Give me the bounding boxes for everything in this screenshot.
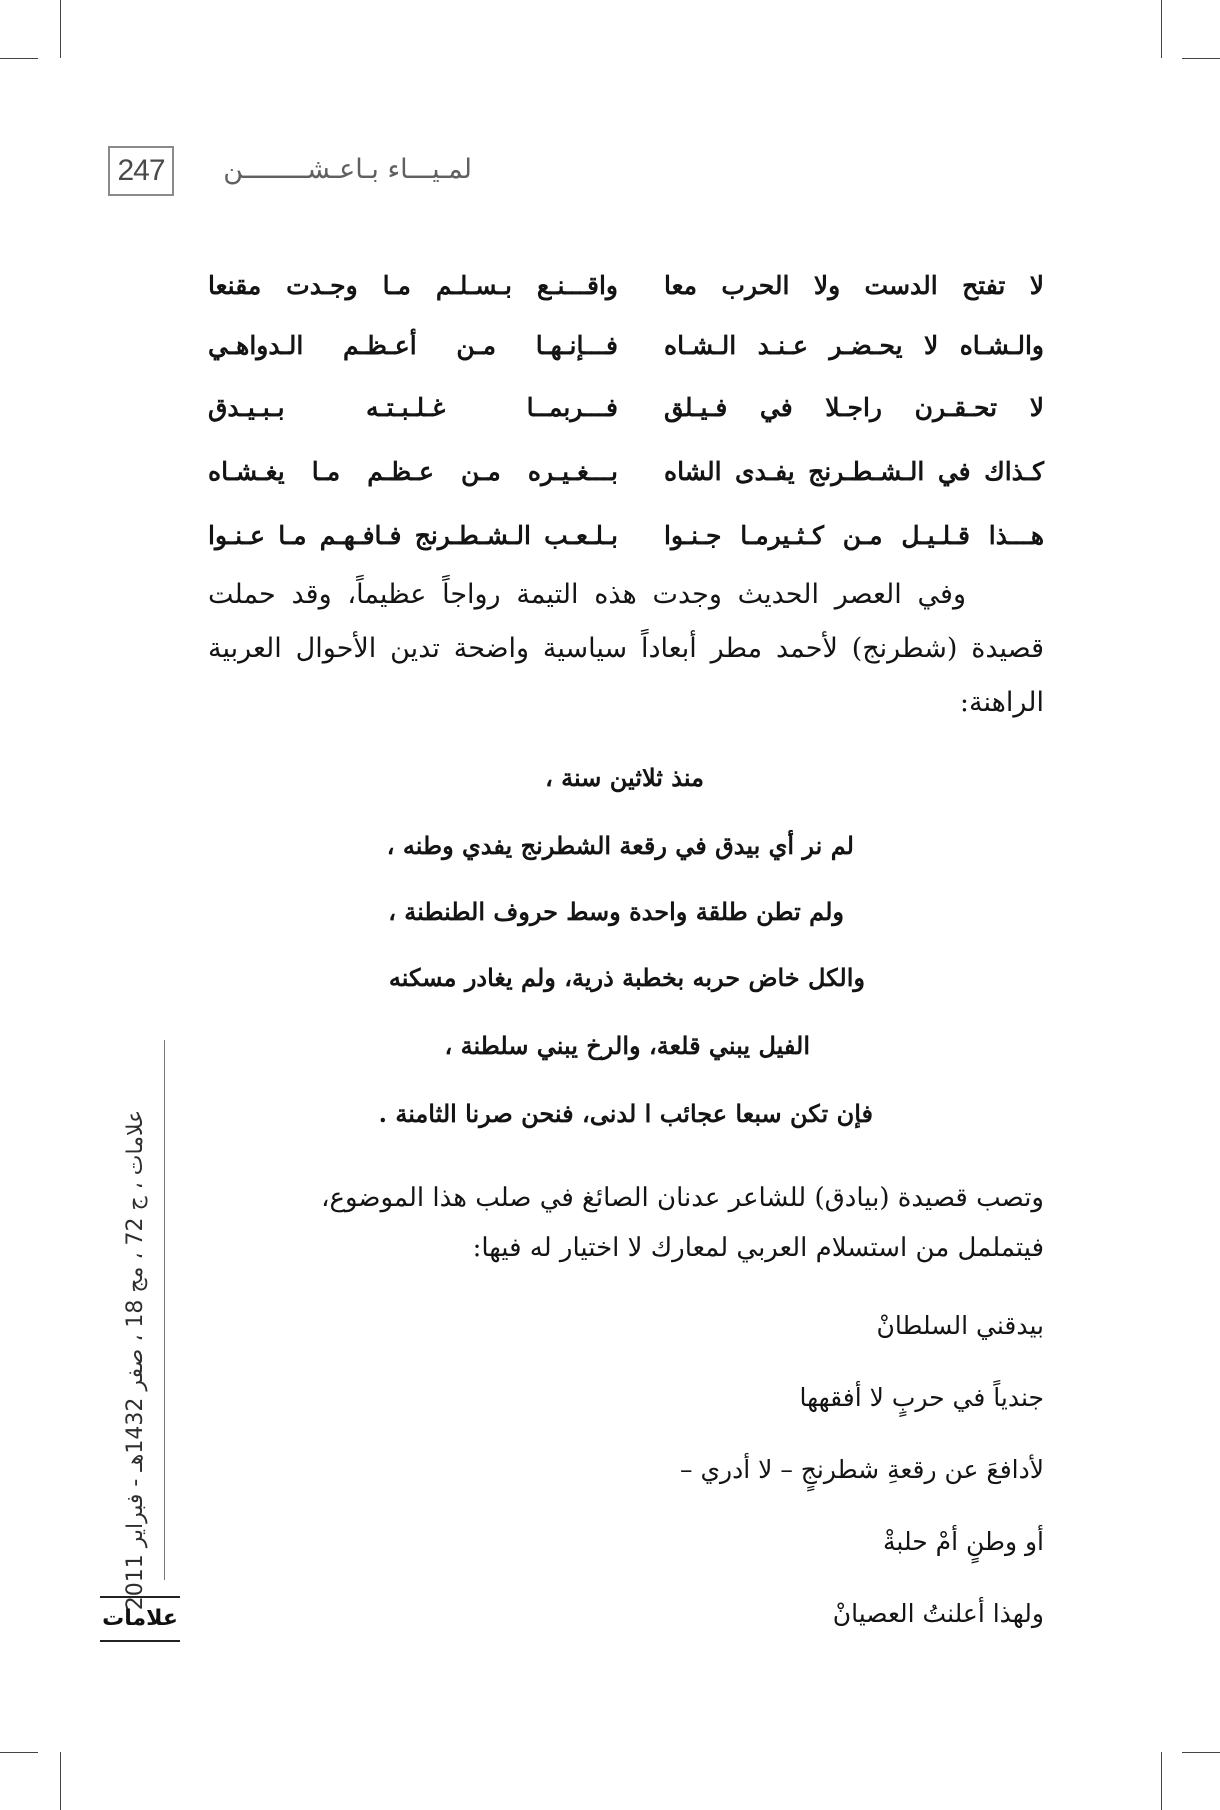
verse-left-hemistich: فـــإنـهـا مـن أعـظـم الـدواهـي xyxy=(208,331,618,360)
crop-mark xyxy=(1161,0,1162,58)
poem-line: بيدقني السلطانْ xyxy=(876,1311,1044,1340)
crop-mark xyxy=(1182,1752,1220,1753)
journal-reference: علامات ، ج 72 ، مج 18 ، صفر 1432هـ - فبراير 2011 xyxy=(123,1109,148,1611)
crop-mark xyxy=(1182,58,1220,59)
crop-mark xyxy=(1161,1752,1162,1810)
poem-line: ولم تطن طلقة واحدة وسط حروف الطنطنة ، xyxy=(388,897,844,926)
poem-line: فإن تكن سبعا عجائب ا لدنى، فنحن صرنا الثامنة . xyxy=(378,1099,873,1128)
poem-line: لأدافعَ عن رقعةِ شطرنجٍ – لا أدري – xyxy=(680,1455,1044,1484)
poem-line: منذ ثلاثين سنة ، xyxy=(545,763,704,792)
poem-line: الفيل يبني قلعة، والرخ يبني سلطنة ، xyxy=(444,1031,810,1060)
body-paragraph-line: وتصب قصيدة (بيادق) للشاعر عدنان الصائغ في صلب هذا الموضوع، xyxy=(321,1183,1044,1213)
crop-mark xyxy=(0,58,38,59)
crop-mark xyxy=(60,0,61,58)
poem-line: والكل خاض حربه بخطبة ذرية، ولم يغادر مسكنه xyxy=(388,963,865,992)
verse-right-hemistich: لا تفتح الدست ولا الحرب معا xyxy=(664,271,1044,300)
poem-line: جندياً في حربٍ لا أفقهها xyxy=(799,1383,1044,1412)
poem-line: أو وطنٍ أمْ حلبةْ xyxy=(883,1527,1044,1556)
crop-mark xyxy=(60,1752,61,1810)
sidebar-divider xyxy=(164,1040,165,1580)
verse-right-hemistich: كـذاك في الـشـطـرنج يفـدى الشاه xyxy=(664,457,1044,486)
body-paragraph: وفي العصر الحديث وجدت هذه التيمة رواجاً عظيماً، وقد حملت قصيدة (شطرنج) لأحمد مطر أبعاداً سياسية واضحة تدين الأحوال العربية الراهنة: xyxy=(208,579,1044,718)
page-number: 247 xyxy=(108,146,174,196)
journal-logo: علامات xyxy=(100,1596,180,1642)
poem-line: ولهذا أعلنتُ العصيانْ xyxy=(832,1599,1044,1628)
verse-left-hemistich: بـلـعـب الـشـطـرنج فـافـهـم مـا عـنـوا xyxy=(208,521,618,550)
verse-right-hemistich: لا تحـقـرن راجـلا في فـيـلق xyxy=(664,393,1044,422)
crop-mark xyxy=(0,1752,38,1753)
verse-left-hemistich: فـــربمــا غـلـبـتـه بـبـيـدق xyxy=(208,393,618,422)
verse-right-hemistich: هـــذا قـلـيـل مـن كـثـيرمـا جـنـوا xyxy=(664,521,1044,550)
running-title: لمـيـــاء بـاعـشــــــــن xyxy=(223,154,472,185)
verse-left-hemistich: واقـــنـع بـسـلـم مـا وجـدت مقنعا xyxy=(208,271,618,300)
body-paragraph-line: فيتململ من استسلام العربي لمعارك لا اختيار له فيها: xyxy=(472,1233,1044,1263)
verse-left-hemistich: بـــغـيـره مـن عـظـم مـا يغـشـاه xyxy=(208,457,618,486)
verse-right-hemistich: والـشـاه لا يحـضـر عـنـد الـشـاه xyxy=(664,331,1044,360)
poem-line: لم نر أي بيدق في رقعة الشطرنج يفدي وطنه ، xyxy=(386,831,854,860)
